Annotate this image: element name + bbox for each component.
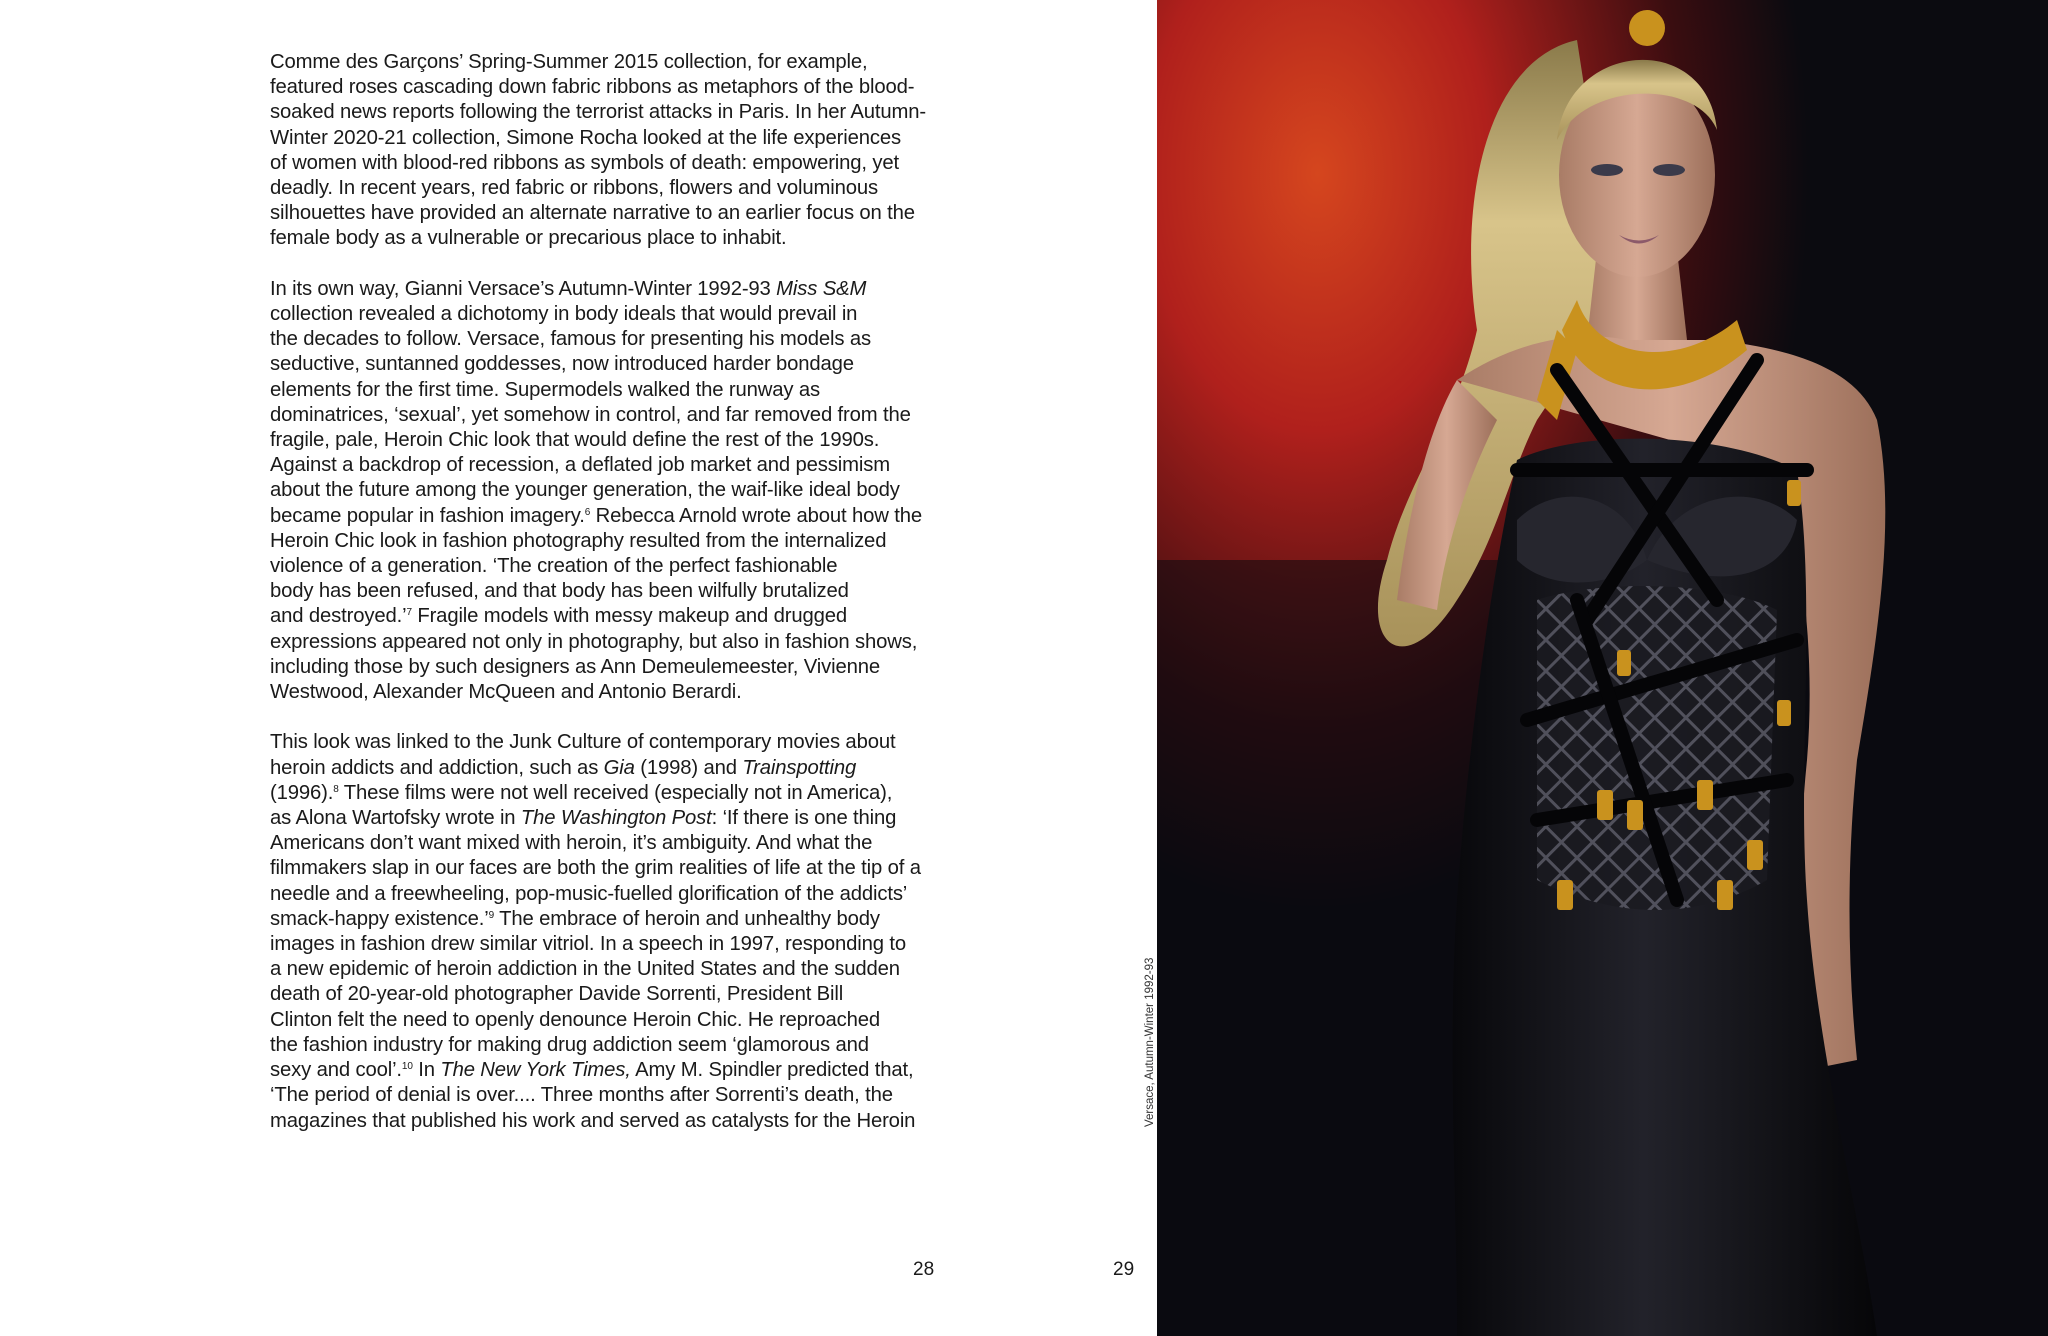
italic-run: Trainspotting — [742, 756, 857, 779]
photo-caption: Versace, Autumn-Winter 1992-93 — [1144, 957, 1156, 1127]
footnote-ref: 6 — [584, 506, 591, 518]
text-run: : ‘If there is one thing Americans don’t want mixed with heroin, it’s ambiguity. And what the filmmakers slap in our faces are both the grim realities of life at the tip of a needle and a freewheeling, pop-music-fuelled glorification of the addicts’ smack-happy existence.’ — [270, 807, 921, 930]
text-run: In — [412, 1059, 441, 1082]
paragraph-3 — [270, 730, 942, 1133]
text-run: Fragile models with messy makeup and drugged expressions appeared not only in photography, but also in fashion shows, including those by such designers as Ann Demeulemeester, Vivienne Westwood, Alexander McQueen and Antonio Berardi. — [270, 605, 918, 704]
left-page-text — [270, 50, 942, 1159]
text-run: (1996). — [270, 781, 334, 804]
text-run: Rebecca Arnold wrote about how the Heroin Chic look in fashion photography resulted from the internalized violence of a generation. ‘The creation of the perfect fashionable body has been refused, and that body has been wilfully brutalized and destroyed.’ — [270, 504, 922, 628]
text-run: In its own way, Gianni Versace’s Autumn-Winter 1992-93 — [270, 277, 777, 300]
footnote-ref: 10 — [401, 1061, 413, 1073]
runway-photo-illustration — [1157, 0, 2048, 1336]
text-run: Amy M. Spindler predicted that, ‘The period of denial is over.... Three months after Sorrenti’s death, the magazines that published his work and served as catalysts for the Heroin — [270, 1059, 916, 1132]
italic-run: Miss S&M — [776, 277, 867, 300]
text-run: These films were not well received (especially not in America), as Alona Wartofsky wrote in — [270, 781, 893, 830]
paragraph-1 — [270, 50, 942, 252]
italic-run: Gia — [603, 756, 635, 779]
footnote-ref: 7 — [406, 607, 412, 619]
italic-run: The New York Times, — [440, 1059, 631, 1082]
paragraph-2 — [270, 277, 942, 705]
page-number-left: 28 — [913, 1259, 935, 1280]
italic-run: The Washington Post — [520, 807, 712, 830]
footnote-ref: 9 — [488, 909, 495, 921]
text-run: The embrace of heroin and unhealthy body images in fashion drew similar vitriol. In a speech in 1997, responding to a new epidemic of heroin addiction in the United States and the sudden death of 20-year-old photographer Davide Sorrenti, President Bill Clinton felt the need to openly denounce Heroin Chic. He reproached the fashion industry for making drug addiction seem ‘glamorous and sexy and cool’. — [270, 907, 906, 1082]
footnote-ref: 8 — [333, 783, 339, 795]
text-run: (1998) and — [634, 756, 743, 779]
page-number-right: 29 — [1113, 1259, 1135, 1280]
runway-photo — [1157, 0, 2048, 1336]
text-run: collection revealed a dichotomy in body ideals that would prevail in the decades to follow. Versace, famous for presenting his models as seductive, suntanned goddesses, now introduced harder bondage elements for the first time. Supermodels walked the runway as dominatrices, ‘sexual’, yet somehow in control, and far removed from the fragile, pale, Heroin Chic look that would define the rest of the 1990s. Against a backdrop of recession, a deflated job market and pessimism about the future among the younger generation, the waif-like ideal body became popular in fashion imagery. — [270, 303, 911, 527]
text-run: This look was linked to the Junk Culture of contemporary movies about heroin addicts and addiction, such as — [270, 731, 896, 779]
hair-ornament — [1629, 10, 1665, 46]
text-run: Comme des Garçons’ Spring-Summer 2015 collection, for example, featured roses cascading down fabric ribbons as metaphors of the blood- soaked news reports following the terrorist attacks in Paris. In her Autumn- Winter 2020-21 collection, Simone Rocha looked at the life experiences of women with blood-red ribbons as symbols of death: empowering, yet deadly. In recent years, red fabric or ribbons, flowers and voluminous silhouettes have provided an alternate narrative to an earlier focus on the female body as a vulnerable or precarious place to inhabit. — [270, 51, 926, 250]
